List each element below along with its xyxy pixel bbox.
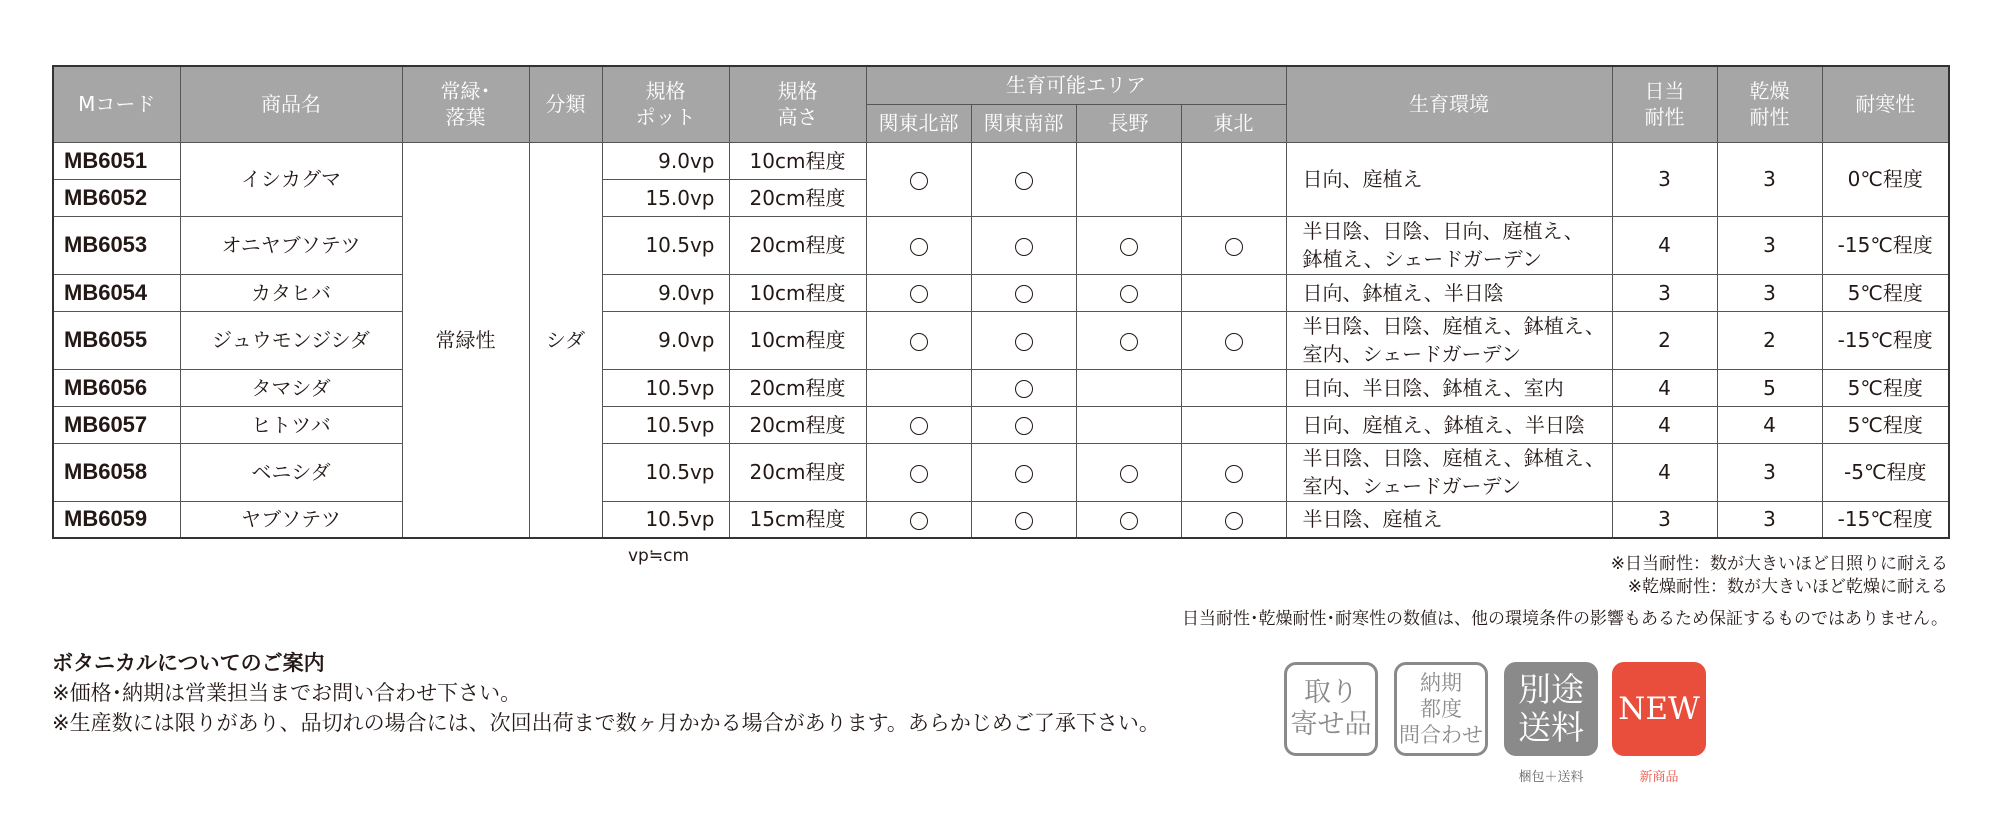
table-row <box>53 406 1949 443</box>
sun-tolerance-cell: 4 <box>1612 406 1717 443</box>
area-kanto-north-cell <box>866 443 971 501</box>
available-circle-icon <box>1225 465 1243 483</box>
product-code-cell: MB6055 <box>53 311 180 369</box>
header-area-tohoku: 東北 <box>1181 104 1286 142</box>
height-cell: 10cm程度 <box>729 142 866 179</box>
table-row <box>53 274 1949 311</box>
sun-tolerance-cell: 4 <box>1612 369 1717 406</box>
available-circle-icon <box>910 512 928 530</box>
area-kanto-south-cell <box>971 274 1076 311</box>
dry-tolerance-cell: 3 <box>1717 142 1822 216</box>
separate-shipping-badge: 別途 送料 <box>1504 662 1598 756</box>
table-row <box>53 369 1949 406</box>
area-kanto-north-cell <box>866 311 971 369</box>
header-area-nagano: 長野 <box>1076 104 1181 142</box>
product-code-cell: MB6058 <box>53 443 180 501</box>
environment-cell: 日向、鉢植え、半日陰 <box>1286 274 1612 311</box>
area-tohoku-cell <box>1181 216 1286 274</box>
sun-tolerance-cell: 3 <box>1612 274 1717 311</box>
sun-tolerance-cell: 3 <box>1612 142 1717 216</box>
area-kanto-south-cell <box>971 369 1076 406</box>
sun-tolerance-cell: 2 <box>1612 311 1717 369</box>
available-circle-icon <box>1120 285 1138 303</box>
product-table <box>52 65 1950 539</box>
header-cold-tolerance: 耐寒性 <box>1822 66 1949 142</box>
cold-tolerance-cell: -15℃程度 <box>1822 216 1949 274</box>
pot-size-cell: 15.0vp <box>602 179 729 216</box>
product-code-cell: MB6059 <box>53 501 180 538</box>
available-circle-icon <box>910 333 928 351</box>
available-circle-icon <box>910 417 928 435</box>
height-cell: 20cm程度 <box>729 443 866 501</box>
botanical-guide <box>52 648 1160 738</box>
dry-tolerance-note: ※乾燥耐性：数が大きいほど乾燥に耐える <box>1627 577 1948 597</box>
pot-size-cell: 9.0vp <box>602 274 729 311</box>
product-code-cell: MB6054 <box>53 274 180 311</box>
area-kanto-south-cell <box>971 443 1076 501</box>
header-code: Mコード <box>53 66 180 142</box>
available-circle-icon <box>1225 512 1243 530</box>
header-area-kanto-north: 関東北部 <box>866 104 971 142</box>
product-name-cell: カタヒバ <box>180 274 402 311</box>
product-code-cell: MB6053 <box>53 216 180 274</box>
table-row <box>53 142 1949 179</box>
available-circle-icon <box>1120 512 1138 530</box>
area-nagano-cell <box>1076 406 1181 443</box>
table-row <box>53 216 1949 274</box>
dry-tolerance-cell: 3 <box>1717 216 1822 274</box>
environment-cell: 日向、半日陰、鉢植え、室内 <box>1286 369 1612 406</box>
shipping-caption: 梱包＋送料 <box>1518 770 1584 785</box>
height-cell: 15cm程度 <box>729 501 866 538</box>
environment-cell: 半日陰、日陰、庭植え、鉢植え、 室内、シェードガーデン <box>1286 443 1612 501</box>
area-tohoku-cell <box>1181 311 1286 369</box>
disclaimer-note: 日当耐性･乾燥耐性･耐寒性の数値は、他の環境条件の影響もあるため保証するものではありません。 <box>1181 609 1948 629</box>
cold-tolerance-cell: 5℃程度 <box>1822 406 1949 443</box>
sun-tolerance-cell: 4 <box>1612 443 1717 501</box>
height-cell: 20cm程度 <box>729 406 866 443</box>
environment-cell: 日向、庭植え、鉢植え、半日陰 <box>1286 406 1612 443</box>
area-kanto-south-cell <box>971 501 1076 538</box>
table-row <box>53 311 1949 369</box>
product-name-cell: オニヤブソテツ <box>180 216 402 274</box>
available-circle-icon <box>1225 238 1243 256</box>
available-circle-icon <box>1120 465 1138 483</box>
product-code-cell: MB6052 <box>53 179 180 216</box>
product-code-cell: MB6057 <box>53 406 180 443</box>
dry-tolerance-cell: 2 <box>1717 311 1822 369</box>
area-nagano-cell <box>1076 311 1181 369</box>
evergreen-cell: 常緑性 <box>402 142 529 538</box>
environment-cell: 日向、庭植え <box>1286 142 1612 216</box>
available-circle-icon <box>910 172 928 190</box>
dry-tolerance-cell: 3 <box>1717 443 1822 501</box>
header-growing-area: 生育可能エリア <box>866 66 1286 104</box>
available-circle-icon <box>910 465 928 483</box>
pot-size-cell: 9.0vp <box>602 142 729 179</box>
pot-size-cell: 9.0vp <box>602 311 729 369</box>
delivery-inquiry-badge: 納期 都度 問合わせ <box>1394 662 1488 756</box>
area-kanto-north-cell <box>866 501 971 538</box>
height-cell: 20cm程度 <box>729 216 866 274</box>
product-name-cell: ヒトツバ <box>180 406 402 443</box>
header-sun-tolerance: 日当 耐性 <box>1612 66 1717 142</box>
new-caption: 新商品 <box>1639 770 1679 785</box>
pot-size-cell: 10.5vp <box>602 216 729 274</box>
pot-size-cell: 10.5vp <box>602 443 729 501</box>
available-circle-icon <box>1225 333 1243 351</box>
available-circle-icon <box>1015 285 1033 303</box>
cold-tolerance-cell: -5℃程度 <box>1822 443 1949 501</box>
area-nagano-cell <box>1076 443 1181 501</box>
available-circle-icon <box>1015 238 1033 256</box>
available-circle-icon <box>910 285 928 303</box>
header-name: 商品名 <box>180 66 402 142</box>
dry-tolerance-cell: 3 <box>1717 274 1822 311</box>
product-code-cell: MB6051 <box>53 142 180 179</box>
available-circle-icon <box>1015 333 1033 351</box>
header-pot: 規格 ポット <box>602 66 729 142</box>
header-height: 規格 高さ <box>729 66 866 142</box>
guide-line-stock: ※生産数には限りがあり、品切れの場合には、次回出荷まで数ヶ月かかる場合があります。あらかじめご了承下さい。 <box>52 711 1160 735</box>
table-row <box>53 501 1949 538</box>
area-tohoku-cell <box>1181 443 1286 501</box>
product-name-cell: ヤブソテツ <box>180 501 402 538</box>
height-cell: 20cm程度 <box>729 179 866 216</box>
sun-tolerance-note: ※日当耐性：数が大きいほど日照りに耐える <box>1610 554 1948 574</box>
area-kanto-south-cell <box>971 311 1076 369</box>
area-nagano-cell <box>1076 274 1181 311</box>
sun-tolerance-cell: 3 <box>1612 501 1717 538</box>
header-dry-tolerance: 乾燥 耐性 <box>1717 66 1822 142</box>
environment-cell: 半日陰、日陰、日向、庭植え、 鉢植え、シェードガーデン <box>1286 216 1612 274</box>
dry-tolerance-cell: 3 <box>1717 501 1822 538</box>
area-kanto-north-cell <box>866 142 971 216</box>
pot-size-cell: 10.5vp <box>602 406 729 443</box>
available-circle-icon <box>1015 417 1033 435</box>
area-tohoku-cell <box>1181 142 1286 216</box>
available-circle-icon <box>1015 465 1033 483</box>
area-nagano-cell <box>1076 216 1181 274</box>
table-row <box>53 443 1949 501</box>
area-tohoku-cell <box>1181 369 1286 406</box>
area-nagano-cell <box>1076 501 1181 538</box>
area-kanto-north-cell <box>866 274 971 311</box>
cold-tolerance-cell: 5℃程度 <box>1822 274 1949 311</box>
category-cell: シダ <box>529 142 602 538</box>
guide-line-price: ※価格･納期は営業担当までお問い合わせ下さい。 <box>52 681 522 705</box>
product-name-cell: タマシダ <box>180 369 402 406</box>
area-tohoku-cell <box>1181 501 1286 538</box>
pot-size-cell: 10.5vp <box>602 369 729 406</box>
product-name-cell: イシカグマ <box>180 142 402 216</box>
header-environment: 生育環境 <box>1286 66 1612 142</box>
product-name-cell: ベニシダ <box>180 443 402 501</box>
header-evergreen: 常緑･ 落葉 <box>402 66 529 142</box>
sun-tolerance-cell: 4 <box>1612 216 1717 274</box>
pot-size-cell: 10.5vp <box>602 501 729 538</box>
guide-title: ボタニカルについてのご案内 <box>52 651 325 675</box>
environment-cell: 半日陰、庭植え <box>1286 501 1612 538</box>
area-kanto-south-cell <box>971 142 1076 216</box>
area-kanto-north-cell <box>866 216 971 274</box>
area-kanto-south-cell <box>971 216 1076 274</box>
header-category: 分類 <box>529 66 602 142</box>
product-code-cell: MB6056 <box>53 369 180 406</box>
unit-note: vp≒cm <box>628 546 690 566</box>
area-kanto-north-cell <box>866 369 971 406</box>
area-tohoku-cell <box>1181 406 1286 443</box>
dry-tolerance-cell: 4 <box>1717 406 1822 443</box>
header-area-kanto-south: 関東南部 <box>971 104 1076 142</box>
available-circle-icon <box>1120 333 1138 351</box>
height-cell: 10cm程度 <box>729 311 866 369</box>
height-cell: 20cm程度 <box>729 369 866 406</box>
height-cell: 10cm程度 <box>729 274 866 311</box>
available-circle-icon <box>1015 512 1033 530</box>
order-item-badge: 取り 寄せ品 <box>1284 662 1378 756</box>
available-circle-icon <box>1015 172 1033 190</box>
cold-tolerance-cell: -15℃程度 <box>1822 501 1949 538</box>
cold-tolerance-cell: 0℃程度 <box>1822 142 1949 216</box>
cold-tolerance-cell: 5℃程度 <box>1822 369 1949 406</box>
environment-cell: 半日陰、日陰、庭植え、鉢植え、 室内、シェードガーデン <box>1286 311 1612 369</box>
available-circle-icon <box>910 238 928 256</box>
area-nagano-cell <box>1076 142 1181 216</box>
area-tohoku-cell <box>1181 274 1286 311</box>
area-kanto-south-cell <box>971 406 1076 443</box>
product-name-cell: ジュウモンジシダ <box>180 311 402 369</box>
dry-tolerance-cell: 5 <box>1717 369 1822 406</box>
new-product-badge: NEW <box>1612 662 1706 756</box>
cold-tolerance-cell: -15℃程度 <box>1822 311 1949 369</box>
available-circle-icon <box>1120 238 1138 256</box>
area-kanto-north-cell <box>866 406 971 443</box>
available-circle-icon <box>1015 380 1033 398</box>
area-nagano-cell <box>1076 369 1181 406</box>
